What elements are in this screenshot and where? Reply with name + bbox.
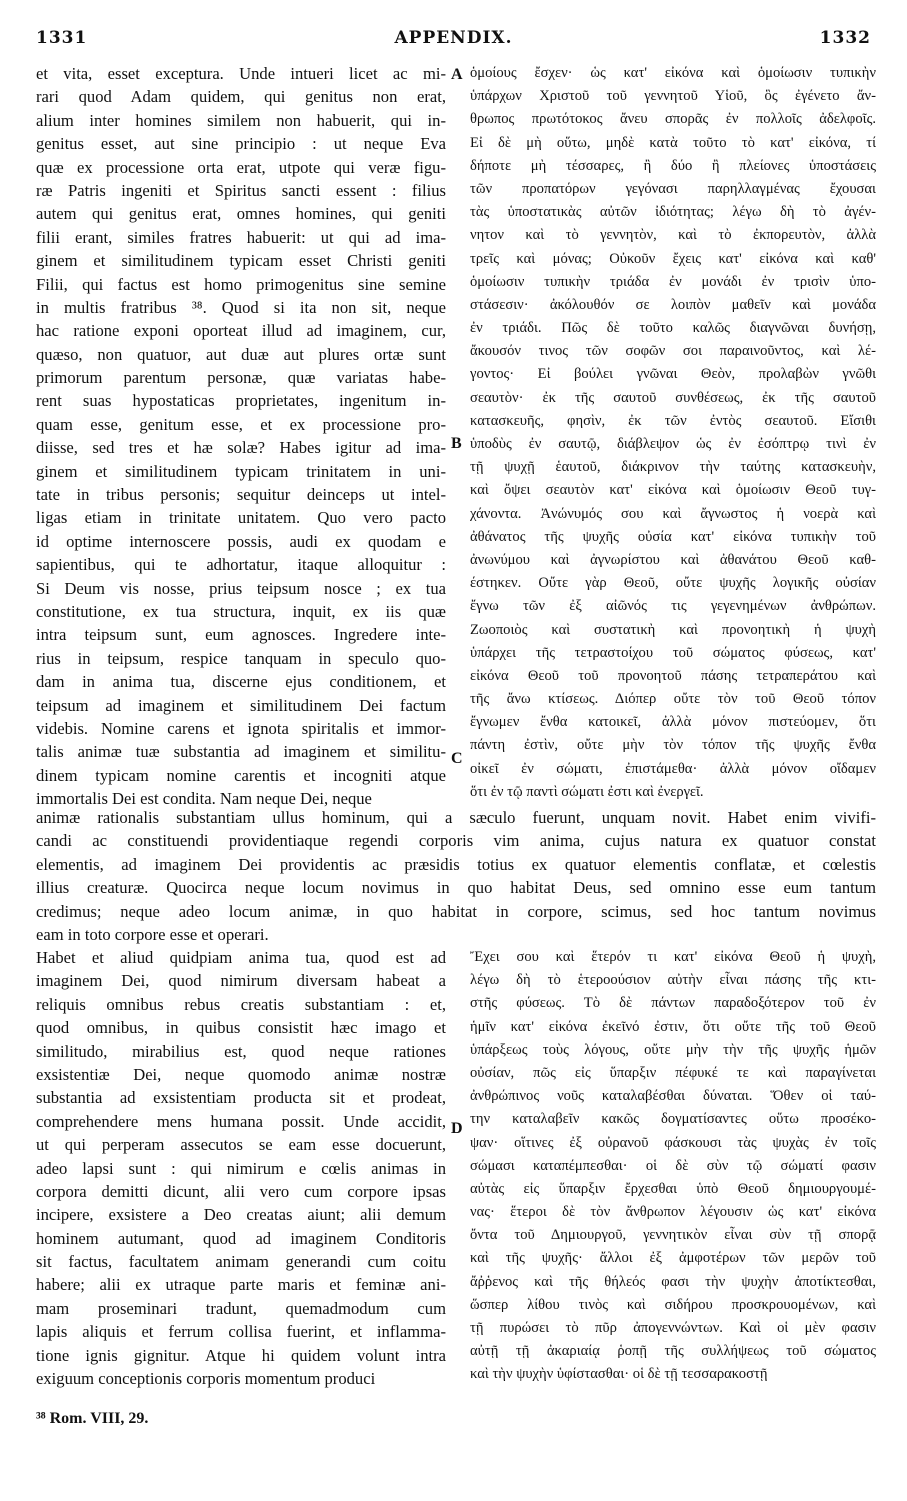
text-line: ἀθάνατος τῆς ψυχῆς οὐσία κατ' εἰκόνα τυπικὴν τοῦ xyxy=(470,528,876,545)
text-line: filii erant, similes fratres habuerit: ut qui ad ima- xyxy=(36,227,446,247)
left-page-number: 1331 xyxy=(36,28,88,48)
text-line: ginem et similitudinem typicam esset Christi geniti xyxy=(36,251,446,271)
text-line: καὶ τῆς ψυχῆς· ἄλλοι ἐξ ἀμφοτέρων τῶν μερῶν τοῦ xyxy=(470,1250,876,1267)
text-line: primorum parentum personæ, quæ variatas habe- xyxy=(36,368,446,388)
text-line: ὁμοίους ἔσχεν· ὡς κατ' εἰκόνα καὶ ὁμοίωσιν τυπικὴν xyxy=(470,65,876,81)
latin-column-top xyxy=(36,62,446,811)
text-line: alium inter homines similem non habuerit, qui in- xyxy=(36,110,446,130)
text-line: quæso, non quatuor, aut duæ aut plures ortæ sunt xyxy=(36,344,446,364)
text-line: Filii, qui factus est homo primogenitus sine semine xyxy=(36,274,446,294)
running-title: APPENDIX. xyxy=(394,28,513,48)
text-line: constitutione, ex tua structura, inquit, ex iis quæ xyxy=(36,601,446,621)
text-line: ὄντα τοῦ Δημιουργοῦ, γεννητικὸν εἶναι σὺν τῇ σπορᾷ xyxy=(470,1227,876,1244)
text-line: καὶ τὴν ψυχὴν ὑφίστασθαι· οἱ δὲ τῇ τεσσαρακοστῇ xyxy=(470,1366,768,1383)
text-line: imaginem Dei, quod nimirum diversam habeat a xyxy=(36,971,446,991)
text-line: Εἰ δὲ μὴ οὕτω, μηδὲ κατὰ τοῦτο τὸ κατ' εἰκόνα, τί xyxy=(470,134,876,151)
text-line: tate in tribus personis; sequitur deinceps ut intel- xyxy=(36,485,446,505)
text-line: τῇ πυρώσει τὸ πῦρ ἀπογεννώντων. Καὶ οἱ μὲν φασιν xyxy=(470,1320,876,1336)
text-line: ἔγνωμεν ἔνθα κατοικεῖ, ἀλλὰ μόνον πιστεύομεν, ὅτι xyxy=(470,714,876,731)
text-line: σώμασι καταπέμπεσθαι· οἱ δὲ σὺν τῷ σώματί φασιν xyxy=(470,1157,876,1174)
text-line: αὐτὰς εἰς ὕπαρξιν ἔρχεσθαι ὑπὸ Θεοῦ δημιουργουμέ- xyxy=(470,1180,876,1197)
text-line: teipsum ad imaginem et similitudinem Dei factum xyxy=(36,695,446,715)
text-line: animæ rationalis substantiam ullus hominum, qui a sæculo fuerunt, unquam novit. Habet enim vivifi- xyxy=(36,808,876,827)
text-line: ræ Patris ingeniti et Spiritus sancti essent : filius xyxy=(36,180,446,200)
text-line: δήποτε μὴ τέσσαρες, ἢ δύο ἢ πλείονες ὑποστάσεις xyxy=(470,157,876,174)
text-line: στῆς φύσεως. Τὸ δὲ πάντων παραδοξότερον τοῦ ἐν xyxy=(470,995,876,1012)
text-line: στάσεσιν· ἀκόλουθόν σε λοιπὸν μαθεῖν καὶ μονάδα xyxy=(470,296,876,313)
text-line: incipere, exsistere a Deo creatas aiunt; alii demum xyxy=(36,1205,446,1225)
text-line: substantia ad exsistentiam producta sit et prodeat, xyxy=(36,1088,446,1108)
text-line: credimus; neque adeo locum animæ, in quo habitat in corpore, scimus, sed hoc tantum novimus xyxy=(36,901,876,921)
text-line: dam in anima tua, discerne ejus conditionem, et xyxy=(36,672,446,692)
text-line: et vita, esset exceptura. Unde intueri licet ac mi- xyxy=(36,64,446,83)
margin-marker-c: C xyxy=(451,750,463,767)
text-line: candi ac constituendi providentiaque regendi corporis vim anima, cujus natura ex quatuor constat xyxy=(36,831,876,851)
text-line: exiguum conceptionis corporis momentum produci xyxy=(36,1369,376,1389)
text-line: θρωπος πρωτότοκος ἄνευ σπορᾶς ἐν πολλοῖς ἀδελφοῖς. xyxy=(470,111,876,128)
footnote: ³⁸ Rom. VIII, 29. xyxy=(36,1410,149,1427)
text-line: talis animæ tuæ substantia ad imaginem et similitu- xyxy=(36,742,446,762)
text-line: genitus esset, aut sine principio : ut neque Eva xyxy=(36,134,446,154)
text-line: εἰκόνα Θεοῦ τοῦ προνοητοῦ πάσης τετραπεράτου καὶ xyxy=(470,667,876,684)
text-line: hac ratione exponi oporteat illud ad imaginem, cur, xyxy=(36,321,446,341)
text-line: ut qui perperam assecutos se eam esse docuerunt, xyxy=(36,1135,446,1155)
text-line: adeo lapsi sunt : qui nimirum e cœlis animas in xyxy=(36,1158,446,1178)
text-line: τὰς ὑποστατικὰς αὐτῶν ἰδιότητας; λέγω δὴ τὸ ἀγέν- xyxy=(470,204,876,221)
text-line: dinem typicam nomine carentis et incogniti atque xyxy=(36,765,446,785)
text-line: illius creaturæ. Quocirca neque locum novimus in quo habitat Deus, sed omnino esse eum tantum xyxy=(36,878,876,898)
text-line: mam proseminari tradunt, quemadmodum cum xyxy=(36,1298,446,1318)
text-line: οἰκεῖ ἐν σώματι, ἐπιστάμεθα· ἀλλὰ μόνον οἴδαμεν xyxy=(470,760,876,777)
text-line: ὑποδὺς ἐν σαυτῷ, διάβλεψον ὡς ἐν ἐσόπτρῳ τινὶ ἐν xyxy=(470,436,876,452)
text-line: sapientibus, qui te adhortatur, itaque alloquitur : xyxy=(36,555,446,575)
text-line: lapis aliquis et ferrum collisa fuerint, et inflamma- xyxy=(36,1322,446,1342)
text-line: rent suas hypostaticas proprietates, ingenitum in- xyxy=(36,391,446,411)
text-line: έστηκεν. Οὔτε γὰρ Θεοῦ, οὔτε ψυχῆς λογικῆς οὐσίαν xyxy=(470,575,876,592)
text-line: τῶν προπατόρων γεγόνασι παρηλλαγμένας ἔχουσαι xyxy=(470,180,876,197)
latin-column-bottom xyxy=(36,946,446,1390)
greek-column-bottom xyxy=(470,946,876,1387)
text-line: κατασκευῆς, φησὶν, ἐκ τῶν ἐντὸς σεαυτοῦ. Εἴσιθι xyxy=(470,412,876,429)
text-line: quæ ex processione orta erat, utpote qui veræ figu- xyxy=(36,157,446,177)
text-line: ψαν· οἵτινες ἐξ οὐρανοῦ φάσκουσι τὰς ψυχὰς ἐν τοῖς xyxy=(470,1134,876,1151)
text-line: τῆς ἄνω κτίσεως. Διόπερ οὔτε τὸν τοῦ Θεοῦ τόπον xyxy=(470,691,876,708)
text-line: hominem autumant, quod ad imaginem Conditoris xyxy=(36,1228,446,1248)
text-line: ὅτι ἐν τῷ παντὶ σώματι ἐστι καὶ ἐνεργεῖ. xyxy=(470,783,704,800)
text-line: Habet et aliud quidpiam anima tua, quod est ad xyxy=(36,948,446,967)
text-line: ὑπάρχει τῆς τετραστοίχου τοῦ σώματος φύσεως, κατ' xyxy=(470,644,876,661)
text-line: quod omnibus, in quibus consistit hæc imago et xyxy=(36,1018,446,1038)
margin-marker-d: D xyxy=(451,1120,463,1137)
text-line: sit factus, facultatem animam generandi cum coitu xyxy=(36,1252,446,1272)
text-line: λέγω δὴ τὸ ἑτεροούσιον αὐτὴν εἶναι πάσης τῆς κτι- xyxy=(470,972,876,989)
text-line: ἀνωνύμου καὶ ἀγνωρίστου καὶ ἀθανάτου Θεοῦ καθ- xyxy=(470,551,876,568)
text-line: ἡμῖν κατ' εἰκόνα ἐκεῖνό ἐστιν, ὅτι οὔτε τῆς τοῦ Θεοῦ xyxy=(470,1018,876,1035)
text-line: ἐν τριάδι. Πῶς δὲ τοῦτο καλῶς διαγνῶναι δυνήσῃ, xyxy=(470,320,876,337)
text-line: ὑπάρχων Χριστοῦ τοῦ γεννητοῦ Υἱοῦ, ὃς ἐγένετο ἄν- xyxy=(470,88,876,105)
text-line: τρεῖς καὶ μόνας; Οὐκοῦν ἔχεις κατ' εἰκόνα καὶ καθ' xyxy=(470,250,876,267)
text-line: rari quod Adam quidem, qui genitus non erat, xyxy=(36,87,446,107)
text-line: νητον καὶ τὸ γεννητὸν, καὶ τὸ ἐκπορευτὸν, ἀλλὰ xyxy=(470,227,876,244)
text-line: ὑπάρξεως τοὺς λόγους, οὔτε μὴν τὴν τῆς ψυχῆς ἡμῶν xyxy=(470,1041,876,1058)
margin-marker-a: A xyxy=(451,66,463,83)
text-line: quam esse, genitum esse, et ex processione pro- xyxy=(36,414,446,434)
text-line: tione ignis gignitur. Atque hi quidem volunt intra xyxy=(36,1345,446,1365)
full-width-paragraph xyxy=(36,806,876,946)
text-line: habere; alii ex utraque parte maris et feminæ ani- xyxy=(36,1275,446,1295)
text-line: reliquis omnibus rebus creatis substantiam : et, xyxy=(36,994,446,1014)
text-line: diisse, sed tres et hæ solæ? Habes igitur ad ima- xyxy=(36,438,446,458)
text-line: ἄκουσόν τινος τῶν σοφῶν σοι παραινοῦντος, καὶ λέ- xyxy=(470,343,876,360)
text-line: οὐσίαν, πῶς εἰς ὕπαρξιν πέφυκέ τε καὶ παραγίνεται xyxy=(470,1064,876,1081)
text-line: exsistentiæ Dei, neque quomodo animæ nostræ xyxy=(36,1064,446,1084)
text-line: γοντος· Εἰ βούλει γνῶναι Θεὸν, προλαβὼν γνῶθι xyxy=(470,366,876,383)
text-line: in multis fratribus ³⁸. Quod si ita non sit, neque xyxy=(36,297,446,317)
text-line: Si Deum vis nosse, prius teipsum nosce ; ex tua xyxy=(36,578,446,598)
text-line: Ζωοποιὸς καὶ συστατικὴ καὶ προνοητικὴ ἡ ψυχὴ xyxy=(470,621,876,638)
text-line: αὐτῇ τῇ ἀκαριαίᾳ ῥοπῇ τῆς συλλήψεως τοῦ σώματος xyxy=(470,1343,876,1360)
text-line: rius in teipsum, respice tanquam in speculo quo- xyxy=(36,648,446,668)
text-line: ἀνθρώπινος νοῦς καταλαβέσθαι δύναται. Ὅθεν οἱ ταύ- xyxy=(470,1088,876,1105)
text-line: videbis. Nomine carens et ignota spiritalis et immor- xyxy=(36,718,446,738)
text-line: elementis, ad imaginem Dei providentis ac præsidis totius ex quatuor elementis conflatæ, et cœlestis xyxy=(36,854,876,874)
text-line: eam in toto corpore esse et operari. xyxy=(36,924,269,944)
text-line: ligas etiam in trinitate unitatem. Quo vero pacto xyxy=(36,508,446,528)
text-line: similitudo, mirabilius est, quod neque rationes xyxy=(36,1041,446,1061)
text-line: την καταλαβεῖν κακῶς δογματίσαντες οὕτω προσέκο- xyxy=(470,1111,876,1128)
text-line: ἄῤῥενος καὶ τῆς θήλεός φασι τὴν ψυχὴν ἀποτίκτεσθαι, xyxy=(470,1273,876,1290)
text-line: comprehendere mens humana possit. Unde accidit, xyxy=(36,1111,446,1131)
text-line: corpora demitti dicunt, alii vero cum corpore ipsas xyxy=(36,1181,446,1201)
text-line: ginem et similitudinem typicam trinitatem in uni- xyxy=(36,461,446,481)
text-line: νας· ἕτεροι δὲ τὸν ἄνθρωπον λέγουσιν ὡς κατ' εἰκόνα xyxy=(470,1204,876,1221)
text-line: immortalis Dei est condita. Nam neque Dei, neque xyxy=(36,789,372,809)
text-line: ὁμοίωσιν τυπικὴν τριάδα ἐν μονάδι ἐν τρισὶν ὑπο- xyxy=(470,273,876,290)
greek-column-top xyxy=(470,62,876,804)
text-line: σεαυτὸν· ἐκ τῆς σαυτοῦ συνθέσεως, ἐκ τῆς σαυτοῦ xyxy=(470,389,876,406)
text-line: ὥσπερ λίθου τινὸς καὶ σιδήρου προσκρουομένων, καὶ xyxy=(470,1296,876,1313)
text-line: intra teipsum sunt, eum agnosces. Ingredere inte- xyxy=(36,625,446,645)
margin-marker-b: B xyxy=(451,435,462,452)
text-line: καὶ ὄψει σεαυτὸν κατ' εἰκόνα καὶ ὁμοίωσιν Θεοῦ τυγ- xyxy=(470,482,876,499)
text-line: autem qui genitus erat, omnes homines, qui geniti xyxy=(36,204,446,224)
right-page-number: 1332 xyxy=(819,28,871,48)
text-line: Ἔχει σου καὶ ἕτερόν τι κατ' εἰκόνα Θεοῦ ἡ ψυχὴ, xyxy=(470,949,876,965)
text-line: id optime internoscere possis, audi ex quodam e xyxy=(36,531,446,551)
text-line: χάνοντα. Ἀνώνυμός σου καὶ ἄγνωστος ἡ νοερὰ καὶ xyxy=(470,505,876,522)
text-line: ἔγνω τῶν ἐξ αἰῶνός τις γεγενημένων ἀνθρώπων. xyxy=(470,598,876,615)
text-line: πάντη ἐστὶν, οὔτε μὴν τὸν τόπον τῆς ψυχῆς ἔνθα xyxy=(470,737,876,754)
text-line: τῇ ψυχῇ ἑαυτοῦ, διάκρινον τὴν ταύτης κατασκευὴν, xyxy=(470,459,876,476)
